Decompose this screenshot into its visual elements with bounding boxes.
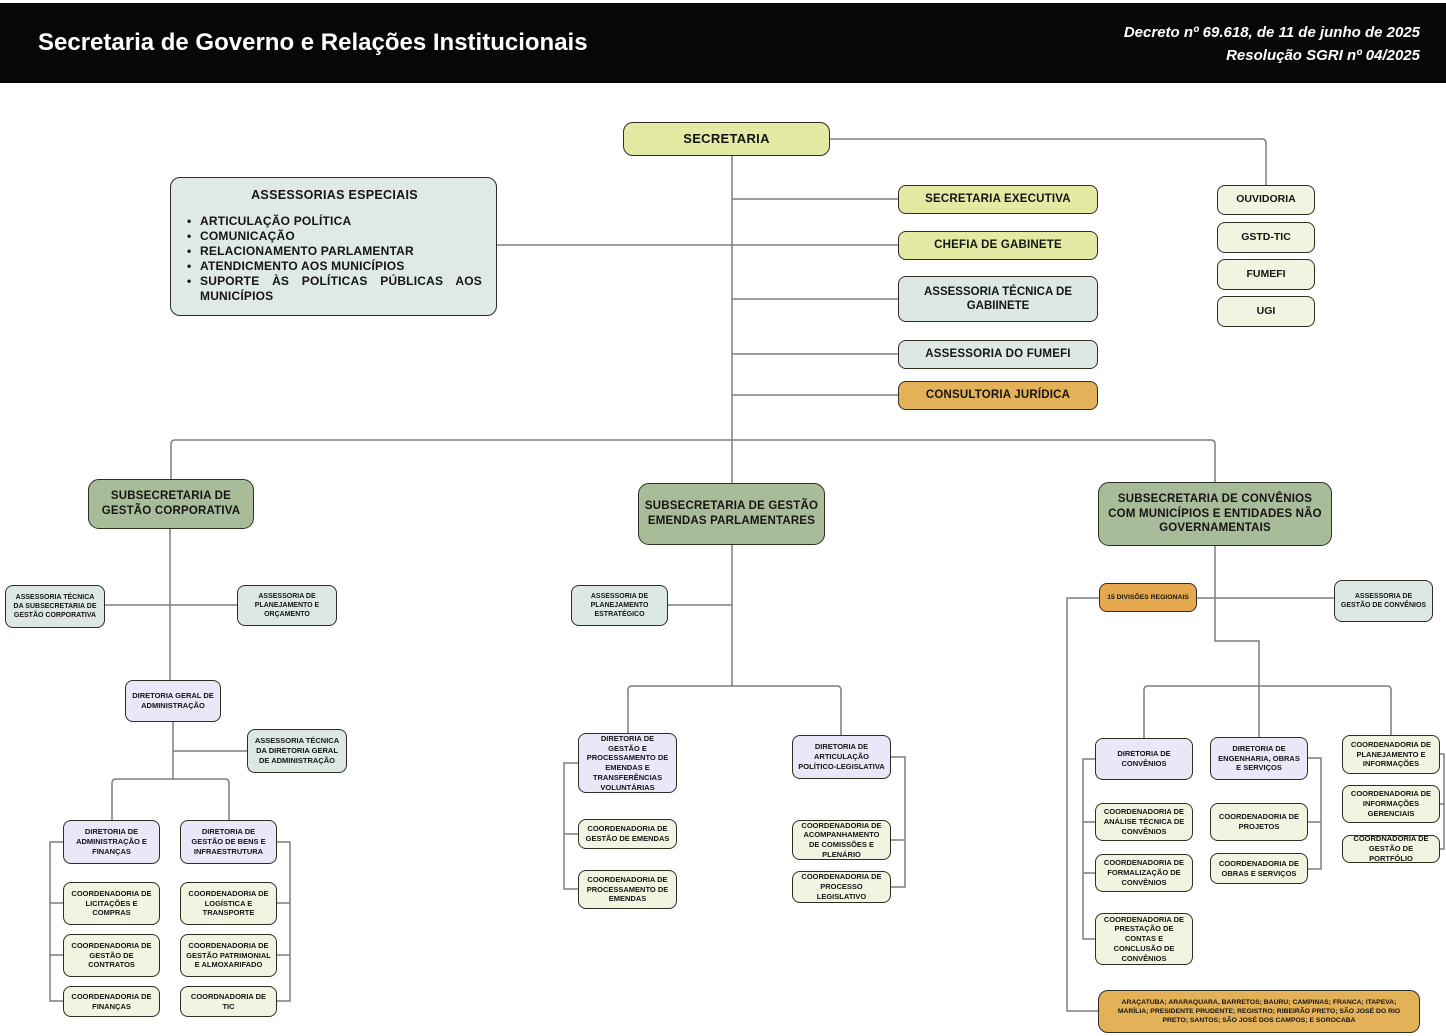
node-coordenadoria-gestao-portfolio: COORDNADORIA DE GESTÃO DE PORTFÓLIO: [1342, 835, 1440, 863]
node-coordenadoria-obras-servicos: COORDENADORIA DE OBRAS E SERVIÇOS: [1210, 853, 1308, 884]
node-subsecretaria-convenios: SUBSECRETARIA DE CONVÊNIOS COM MUNICÍPIOS E ENTIDADES NÃO GOVERNAMENTAIS: [1098, 482, 1332, 546]
node-coordenadoria-processamento-emendas: COORDENADORIA DE PROCESSAMENTO DE EMENDAS: [578, 870, 677, 909]
node-coordenadoria-logistica-transporte: COORDENADORIA DE LOGÍSTICA E TRANSPORTE: [180, 882, 277, 925]
node-coordenadoria-projetos: COORDENADORIA DE PROJETOS: [1210, 803, 1308, 841]
node-diretoria-gestao-processamento-emendas: DIRETORIA DE GESTÃO E PROCESSAMENTO DE EMENDAS E TRANSFERÊNCIAS VOLUNTÁRIAS: [578, 733, 677, 793]
node-coordenadoria-licitacoes-compras: COORDENADORIA DE LICITAÇÕES E COMPRAS: [63, 882, 160, 925]
node-coordenadoria-comissoes-plenario: COORDENADORIA DE ACOMPANHAMENTO DE COMISSÕES E PLENÁRIO: [792, 820, 891, 860]
node-coordenadoria-gestao-emendas: COORDENADORIA DE GESTÃO DE EMENDAS: [578, 819, 677, 849]
node-diretoria-articulacao-politico-legislativa: DIRETORIA DE ARTICULAÇÃO POLÍTICO-LEGISLATIVA: [792, 735, 891, 779]
node-15-divisoes-regionais: 15 DIVISÕES REGIONAIS: [1099, 583, 1197, 612]
assessorias-especiais-list: [187, 214, 482, 304]
node-coordenadoria-gestao-patrimonial: COORDENADORIA DE GESTÃO PATRIMONIAL E ALMOXARIFADO: [180, 934, 277, 977]
bullet-icon: •: [187, 244, 192, 258]
node-diretoria-convenios: DIRETORIA DE CONVÊNIOS: [1095, 738, 1193, 780]
node-coordenadoria-tic: COORDNADORIA DE TIC: [180, 986, 277, 1017]
node-assessoria-tecnica-gabinete: ASSESSORIA TÉCNICA DE GABIINETE: [898, 276, 1098, 322]
node-diretoria-gestao-bens-infraestrutura: DIRETORIA DE GESTÃO DE BENS E INFRAESTRUTURA: [180, 820, 277, 864]
node-secretaria: SECRETARIA: [623, 122, 830, 156]
node-divisoes-regionais-lista-cidades: ARAÇATUBA; ARARAQUARA, BARRETOS; BAURU; CAMPINAS; FRANCA; ITAPEVA; MARÍLIA; PRESIDENTE PRUDENTE; REGISTRO; RIBEIRÃO PRETO; SÃO JOSÉ DO RIO PRETO; SANTOS; SÃO JOSÉ DOS CAMPOS; E SOROCABA: [1098, 990, 1420, 1033]
node-subsecretaria-gestao-emendas: SUBSECRETARIA DE GESTÃO EMENDAS PARLAMENTARES: [638, 483, 825, 545]
header-band: [0, 3, 1446, 83]
header-legal-refs: [1124, 21, 1420, 68]
node-assessoria-gestao-convenios: ASSESSORIA DE GESTÃO DE CONVÊNIOS: [1334, 580, 1433, 622]
node-coordenadoria-gestao-contratos: COORDENADORIA DE GESTÃO DE CONTRATOS: [63, 934, 160, 977]
bullet-icon: •: [187, 214, 192, 228]
node-diretoria-administracao-financas: DIRETORIA DE ADMINISTRAÇÃO E FINANÇAS: [63, 820, 160, 864]
assessorias-especiais-title: ASSESSORIAS ESPECIAIS: [251, 188, 418, 202]
bullet-icon: •: [187, 259, 192, 273]
bullet-icon: •: [187, 274, 192, 288]
decree-reference: Decreto nº 69.618, de 11 de junho de 2025: [1123, 24, 1420, 41]
list-item: • RELACIONAMENTO PARLAMENTAR: [187, 244, 414, 258]
node-assessoria-planejamento-orcamento: ASSESSORIA DE PLANEJAMENTO E ORÇAMENTO: [237, 585, 337, 626]
node-consultoria-juridica: CONSULTORIA JURÍDICA: [898, 381, 1098, 410]
node-ugi: UGI: [1217, 296, 1315, 327]
node-assessoria-planejamento-estrategico: ASSESSORIA DE PLANEJAMENTO ESTRATÉGICO: [571, 585, 668, 626]
node-assessorias-especiais: [170, 177, 497, 316]
node-ouvidoria: OUVIDORIA: [1217, 185, 1315, 215]
node-coordenadoria-prestacao-contas: COORDENADORIA DE PRESTAÇÃO DE CONTAS E CONCLUSÃO DE CONVÊNIOS: [1095, 913, 1193, 965]
bullet-icon: •: [187, 229, 192, 243]
node-assessoria-tecnica-diretoria-geral: ASSESSORIA TÉCNICA DA DIRETORIA GERAL DE ADMINISTRAÇÃO: [247, 729, 347, 773]
list-item: • ATENDICMENTO AOS MUNICÍPIOS: [187, 259, 405, 273]
node-fumefi: FUMEFI: [1217, 259, 1315, 290]
list-item: • SUPORTE ÀS POLÍTICAS PÚBLICAS AOS MUNICÍPIOS: [187, 274, 482, 303]
node-chefia-de-gabinete: CHEFIA DE GABINETE: [898, 231, 1098, 260]
node-subsecretaria-gestao-corporativa: SUBSECRETARIA DE GESTÃO CORPORATIVA: [88, 479, 254, 529]
node-assessoria-do-fumefi: ASSESSORIA DO FUMEFI: [898, 340, 1098, 369]
node-diretoria-geral-administracao: DIRETORIA GERAL DE ADMINISTRAÇÃO: [125, 680, 221, 722]
node-coordenadoria-processo-legislativo: COORDENADORIA DE PROCESSO LEGISLATIVO: [792, 871, 891, 903]
node-coordenadoria-formalizacao-convenios: COORDENADORIA DE FORMALIZAÇÃO DE CONVÊNIOS: [1095, 854, 1193, 892]
node-diretoria-engenharia-obras-servicos: DIRETORIA DE ENGENHARIA, OBRAS E SERVIÇOS: [1210, 737, 1308, 780]
list-item: • COMUNICAÇÃO: [187, 229, 295, 243]
node-coordenadoria-planejamento-informacoes: COORDENADORIA DE PLANEJAMENTO E INFORMAÇÕES: [1342, 735, 1440, 774]
node-assessoria-tecnica-subsecretaria-corporativa: ASSESSORIA TÉCNICA DA SUBSECRETARIA DE GESTÃO CORPORATIVA: [5, 585, 105, 628]
resolution-reference: Resolução SGRI nº 04/2025: [1226, 47, 1420, 65]
page-title: Secretaria de Governo e Relações Institucionais: [38, 29, 588, 56]
node-coordenadoria-analise-tecnica-convenios: COORDENADORIA DE ANÁLISE TÉCNICA DE CONVÊNIOS: [1095, 803, 1193, 841]
node-secretaria-executiva: SECRETARIA EXECUTIVA: [898, 185, 1098, 214]
node-coordenadoria-financas: COORDENADORIA DE FINANÇAS: [63, 986, 160, 1017]
node-gstd-tic: GSTD-TIC: [1217, 222, 1315, 253]
node-coordenadoria-informacoes-gerenciais: COORDENADORIA DE INFORMAÇÕES GERENCIAIS: [1342, 785, 1440, 823]
list-item: • ARTICULAÇÃO POLÍTICA: [187, 214, 352, 228]
